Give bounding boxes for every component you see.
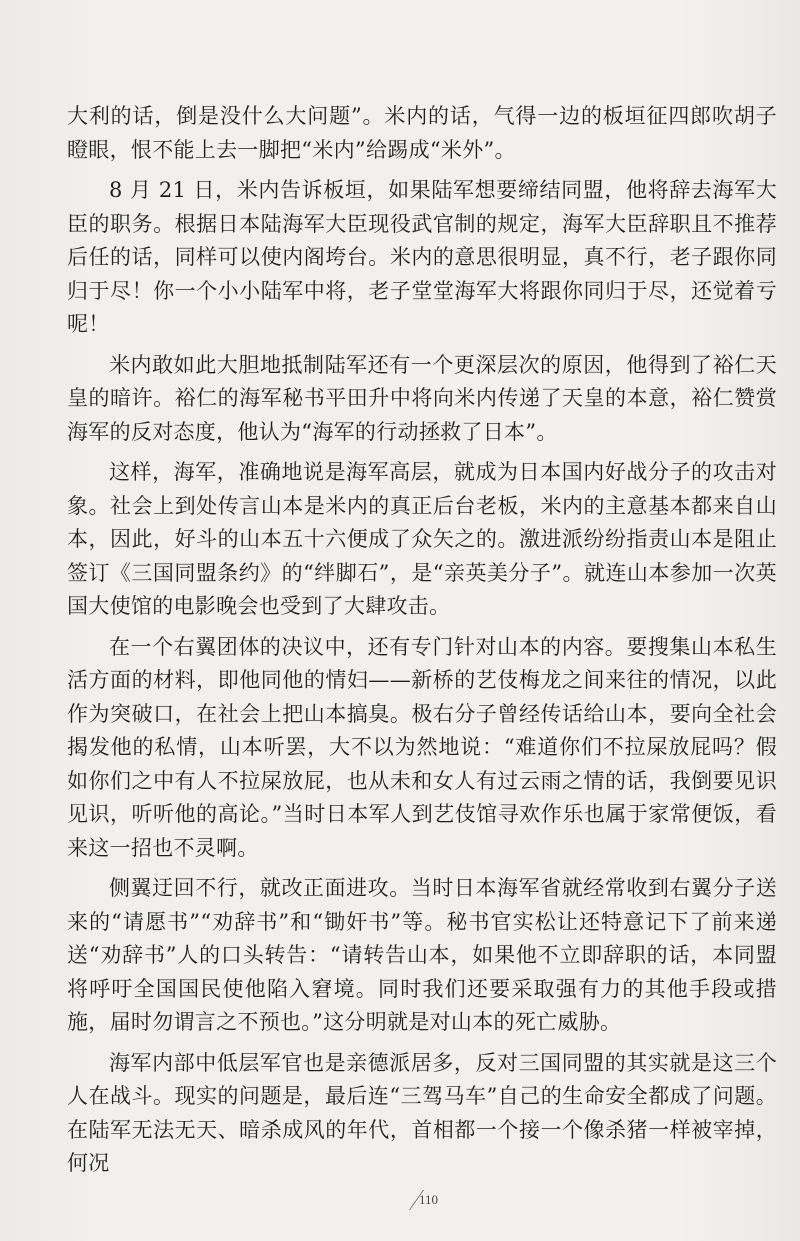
page-number bbox=[398, 1190, 458, 1210]
paragraph-4: 这样，海军，准确地说是海军高层，就成为日本国内好战分子的攻击对象。社会上到处传言山本是米内的真正后台老板，米内的主意基本都来自山本，因此，好斗的山本五十六便成了众矢之的。激进派纷纷指责山本是阻止签订《三国同盟条约》的“绊脚石”，是“亲英美分子”。就连山本参加一次英国大使馆的电影晚会也受到了大肆攻击。 bbox=[67, 460, 777, 618]
page-number-text: 110 bbox=[419, 1192, 439, 1207]
paragraph-2: 8 月 21 日，米内告诉板垣，如果陆军想要缔结同盟，他将辞去海军大臣的职务。根据日本陆海军大臣现役武官制的规定，海军大臣辞职且不推荐后任的话，同样可以使内阁垮台。米内的意思很明显，真不行，老子跟你同归于尽！你一个小小陆军中将，老子堂堂海军大将跟你同归于尽，还觉着亏呢！ bbox=[67, 178, 777, 336]
paragraph-6: 侧翼迂回不行，就改正面进攻。当时日本海军省就经常收到右翼分子送来的“请愿书”“劝辞书”和“锄奸书”等。秘书官实松让还特意记下了前来递送“劝辞书”人的口头转告：“请转告山本，如果他不立即辞职的话，本同盟将呼吁全国国民使他陷入窘境。同时我们还要采取强有力的其他手段或措施，届时勿谓言之不预也。”这分明就是对山本的死亡威胁。 bbox=[67, 876, 777, 1034]
paragraph-5: 在一个右翼团体的决议中，还有专门针对山本的内容。要搜集山本私生活方面的材料，即他同他的情妇——新桥的艺伎梅龙之间来往的情况，以此作为突破口，在社会上把山本搞臭。极右分子曾经传话给山本，要向全社会揭发他的私情，山本听罢，大不以为然地说：“难道你们不拉屎放屁吗？假如你们之中有人不拉屎放屁，也从未和女人有过云雨之情的话，我倒要见识见识，听听他的高论。”当时日本军人到艺伎馆寻欢作乐也属于家常便饭，看来这一招也不灵啊。 bbox=[67, 634, 777, 860]
paragraph-3: 米内敢如此大胆地抵制陆军还有一个更深层次的原因，他得到了裕仁天皇的暗许。裕仁的海军秘书平田升中将向米内传递了天皇的本意，裕仁赞赏海军的反对态度，他认为“海军的行动拯救了日本”。 bbox=[67, 352, 777, 444]
paragraph-7: 海军内部中低层军官也是亲德派居多，反对三国同盟的其实就是这三个人在战斗。现实的问题是，最后连“三驾马车”自己的生命安全都成了问题。在陆军无法无天、暗杀成风的年代，首相都一个接一个像杀猪一样被宰掉，何况 bbox=[67, 1050, 777, 1175]
page-body bbox=[67, 100, 777, 1188]
paragraph-1: 大利的话，倒是没什么大问题”。米内的话，气得一边的板垣征四郎吹胡子瞪眼，恨不能上去一脚把“米内”给踢成“米外”。 bbox=[67, 104, 777, 162]
